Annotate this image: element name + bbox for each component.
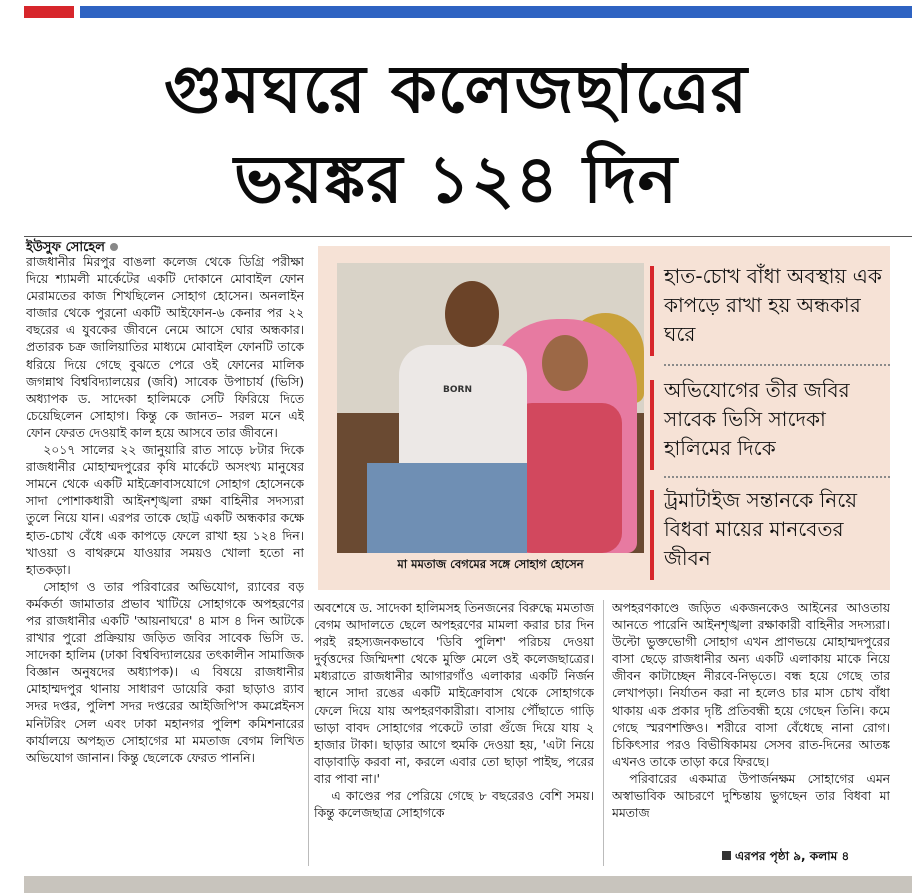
top-blue-bar — [80, 6, 912, 18]
callout-divider — [664, 364, 890, 366]
callout-divider — [664, 476, 890, 478]
callout-1: হাত-চোখ বাঁধা অবস্থায় এক কাপড়ে রাখা হয় অন্ধকার ঘরে — [664, 264, 882, 346]
paragraph: রাজধানীর মিরপুর বাঙলা কলেজ থেকে ডিগ্রি পরীক্ষা দিয়ে শ্যামলী মার্কেটের একটি দোকানে মোবাইল ফোন মেরামতের কাজ শিখছিলেন সোহাগ হোসেন। অনলাইন বাজার থেকে পুরনো একটি আইফোন-৬ কেনার পর ২২ বছরের এ যুবকের জীবনে নেমে আসে ঘোর অন্ধকার। প্রতারক চক্র জালিয়াতির মাধ্যমে মোবাইল ফোনটি তাকে ধরিয়ে দিয়ে গেছে বুঝতে পেরে ওই ফোনের মালিক জগন্নাথ বিশ্ববিদ্যালয়ের (জবি) সাবেক উপাচার্য (ভিসি) অধ্যাপক ড. সাদেকা হালিমকে সেটি ফিরিয়ে দিতে চেয়েছিলেন সোহাগ। কিন্তু কে জানত– সরল মনে এই ফোন ফেরত দেওয়াই কাল হয়ে আসবে তার জীবনে। — [26, 255, 304, 440]
byline-dot-icon — [110, 243, 118, 251]
top-red-bar — [24, 6, 74, 18]
callout-marker — [650, 380, 654, 470]
paragraph: অপহরণকাণ্ডে জড়িত একজনকেও আইনের আওতায় আনতে পারেনি আইনশৃঙ্খলা রক্ষাকারী বাহিনীর সদস্যরা। উল্টো ভুক্তভোগী সোহাগ এখন প্রাণভয়ে মোহাম্মদপুরের বাসা ছেড়ে রাজধানীর অন্য একটি এলাকায় মাকে নিয়ে জীবন কাটাচ্ছেন নীরবে-নিভৃতে। বন্ধ হয়ে গেছে তার লেখাপড়া। নির্যাতন করা না হলেও চার মাস চোখ বাঁধা থাকায় এক প্রকার দৃষ্টি প্রতিবন্ধী হয়ে গেছেন তিনি। কমে গেছে স্মরণশক্তিও। শরীরে বাসা বেঁধেছে নানা রোগ। চিকিৎসার পরও বিভীষিকাময় সেসব রাত-দিনের আতঙ্ক এখনও তাকে তাড়া করে ফিরছে। — [612, 601, 890, 769]
callout-2: অভিযোগের তীর জবির সাবেক ভিসি সাদেকা হালিমের দিকে — [664, 378, 850, 460]
article-column-2 — [314, 600, 594, 866]
author-name: ইউসুফ সোহেল — [26, 240, 105, 255]
next-article-strip — [24, 876, 912, 893]
photo-caption: মা মমতাজ বেগমের সঙ্গে সোহাগ হোসেন — [397, 557, 584, 571]
photo-man-jeans — [367, 463, 527, 553]
article-column-3 — [612, 600, 890, 848]
square-bullet-icon — [722, 851, 731, 860]
article-column-1 — [26, 254, 304, 866]
headline-line-2: ভয়ঙ্কর ১২৪ দিন — [233, 141, 679, 218]
article-photo — [337, 263, 644, 553]
column-divider — [308, 600, 309, 866]
shirt-print: BORN — [443, 385, 472, 395]
photo-woman-dress — [512, 403, 622, 553]
column-divider — [603, 600, 604, 866]
callout-3: ট্রমাটাইজ সন্তানকে নিয়ে বিধবা মায়ের মানবেতর জীবন — [664, 488, 858, 570]
headline-divider — [24, 236, 912, 237]
paragraph: এ কাণ্ডের পর পেরিয়ে গেছে ৮ বছরেরও বেশি সময়। কিন্তু কলেজছাত্র সোহাগকে — [314, 789, 594, 821]
photo-man-head — [445, 281, 499, 347]
callout-marker — [650, 490, 654, 580]
photo-man-shirt — [399, 345, 527, 475]
paragraph: পরিবারের একমাত্র উপার্জনক্ষম সোহাগের এমন অস্বাভাবিক আচরণে দুশ্চিন্তায় ভুগছেন তার বিধবা মা মমতাজ — [612, 771, 890, 821]
continued-on — [722, 848, 849, 868]
paragraph: সোহাগ ও তার পরিবারের অভিযোগ, র‍্যাবের বড় কর্মকর্তা জামাতার প্রভাব খাটিয়ে সোহাগকে অপহরণের পর রাজধানীর একটি 'আয়নাঘরে' ৪ মাস ৪ দিন আটকে রাখার পুরো প্রক্রিয়ায় জড়িত জবির সাবেক ভিসি ড. সাদেকা হালিম (ঢাকা বিশ্ববিদ্যালয়ের তৎকালীন সামাজিক বিজ্ঞান অনুষদের অধ্যাপক)। এ বিষয়ে রাজধানীর মোহাম্মদপুর থানায় সাধারণ ডায়েরি করা ছাড়াও র‍্যাব সদর দপ্তর, পুলিশ সদর দপ্তরের আইজিপি'স কমপ্লেইনস মনিটরিং সেল এবং ঢাকা মহানগর পুলিশ কমিশনারের কার্যালয়ে অপহৃত সোহাগের মা মমতাজ বেগম লিখিত অভিযোগ জানান। কিন্তু ছেলেকে ফেরত পাননি। — [26, 579, 304, 765]
paragraph: ২০১৭ সালের ২২ জানুয়ারি রাত সাড়ে ৮টার দিকে রাজধানীর মোহাম্মদপুরের কৃষি মার্কেটে অসংখ্য মানুষের সামনে থেকে একটি মাইক্রোবাসযোগে সোহাগ হোসেনকে সাদা পোশাকধারী আইনশৃঙ্খলা রক্ষা বাহিনীর সদস্যরা তুলে নিয়ে যান। এরপর তাকে ছোট্ট একটি অন্ধকার কক্ষে হাত-চোখ বেঁধে এক কাপড়ে ফেলে রাখা হয় ১২৪ দিন। খাওয়া ও বাথরুমে যাওয়ার সময়ও খোলা হতো না হাতকড়া। — [26, 443, 304, 577]
callout-marker — [650, 266, 654, 356]
paragraph: অবশেষে ড. সাদেকা হালিমসহ তিনজনের বিরুদ্ধে মমতাজ বেগম আদালতে ছেলে অপহরণের মামলা করার চার দিন পরই রহস্যজনকভাবে 'ডিবি পুলিশ' পরিচয় দেওয়া দুর্বৃত্তদের জিম্মিদশা থেকে মুক্তি মেলে ওই কলেজছাত্রের। মধ্যরাতে রাজধানীর আগারগাঁও এলাকার একটি নির্জন স্থানে সাদা রঙের একটি মাইক্রোবাস থেকে সোহাগকে ফেলে দিয়ে যায় অপহরণকারীরা। বাসায় পৌঁছাতে গাড়ি ভাড়া বাবদ সোহাগের পকেটে তারা গুঁজে দিয়ে যায় ২ হাজার টাকা। ছাড়ার আগে হুমকি দেওয়া হয়, 'এটা নিয়ে বাড়াবাড়ি করবা না, করলে এবার তো ছাড়া পাইছ, পরের বার পাবা না।' — [314, 601, 594, 786]
continued-text: এরপর পৃষ্ঠা ৯, কলাম ৪ — [735, 849, 850, 863]
headline-line-1: গুমঘরে কলেজছাত্রের — [163, 51, 749, 128]
photo-woman-face — [542, 335, 588, 391]
